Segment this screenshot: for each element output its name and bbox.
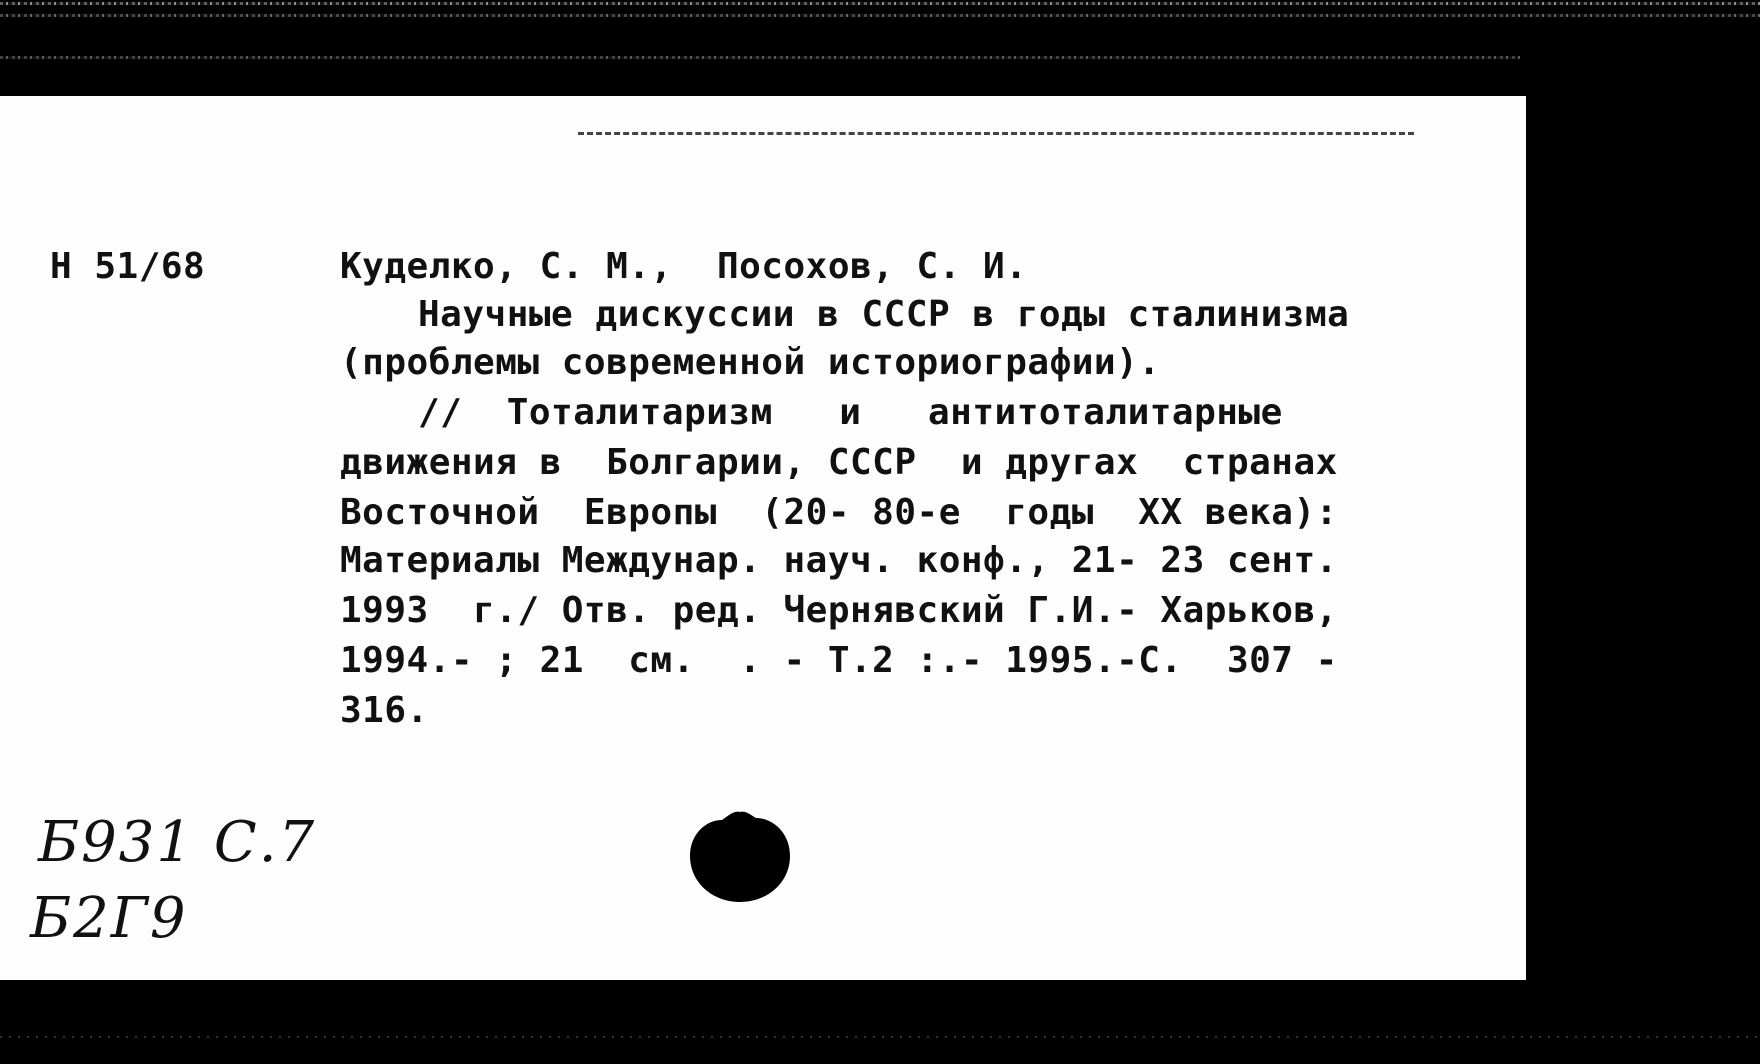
title-line-2: (проблемы современной историографии). bbox=[340, 342, 1161, 383]
source-line-6: 1994.- ; 21 см. . - Т.2 :.- 1995.-С. 307 - bbox=[340, 640, 1338, 681]
authors: Куделко, С. М., Посохов, С. И. bbox=[340, 246, 1028, 287]
scan-artifact-top bbox=[0, 2, 1760, 5]
source-line-3: Восточной Европы (20- 80-е годы XX века): bbox=[340, 492, 1338, 533]
shelf-mark: Н 51/68 bbox=[50, 246, 206, 287]
punch-hole bbox=[686, 808, 794, 906]
source-line-4: Материалы Междунар. науч. конф., 21- 23 сент. bbox=[340, 540, 1338, 581]
handwritten-note-2: Б2Г9 bbox=[30, 886, 188, 951]
scan-artifact-bottom bbox=[0, 1036, 1760, 1038]
handwritten-note-1: Б931 С.7 bbox=[38, 810, 317, 875]
scan-artifact-band bbox=[0, 56, 1520, 59]
top-dashed-rule bbox=[578, 132, 1414, 135]
title-line: Научные дискуссии в СССР в годы сталинизма bbox=[418, 294, 1350, 335]
scan-artifact-top-2 bbox=[0, 14, 1760, 17]
source-line-2: движения в Болгарии, СССР и другах странах bbox=[340, 442, 1338, 483]
source-line-7: 316. bbox=[340, 690, 429, 731]
catalog-card bbox=[0, 96, 1526, 980]
source-line-5: 1993 г./ Отв. ред. Чернявский Г.И.- Харьков, bbox=[340, 590, 1338, 631]
source-line-1: // Тоталитаризм и антитоталитарные bbox=[418, 392, 1283, 433]
